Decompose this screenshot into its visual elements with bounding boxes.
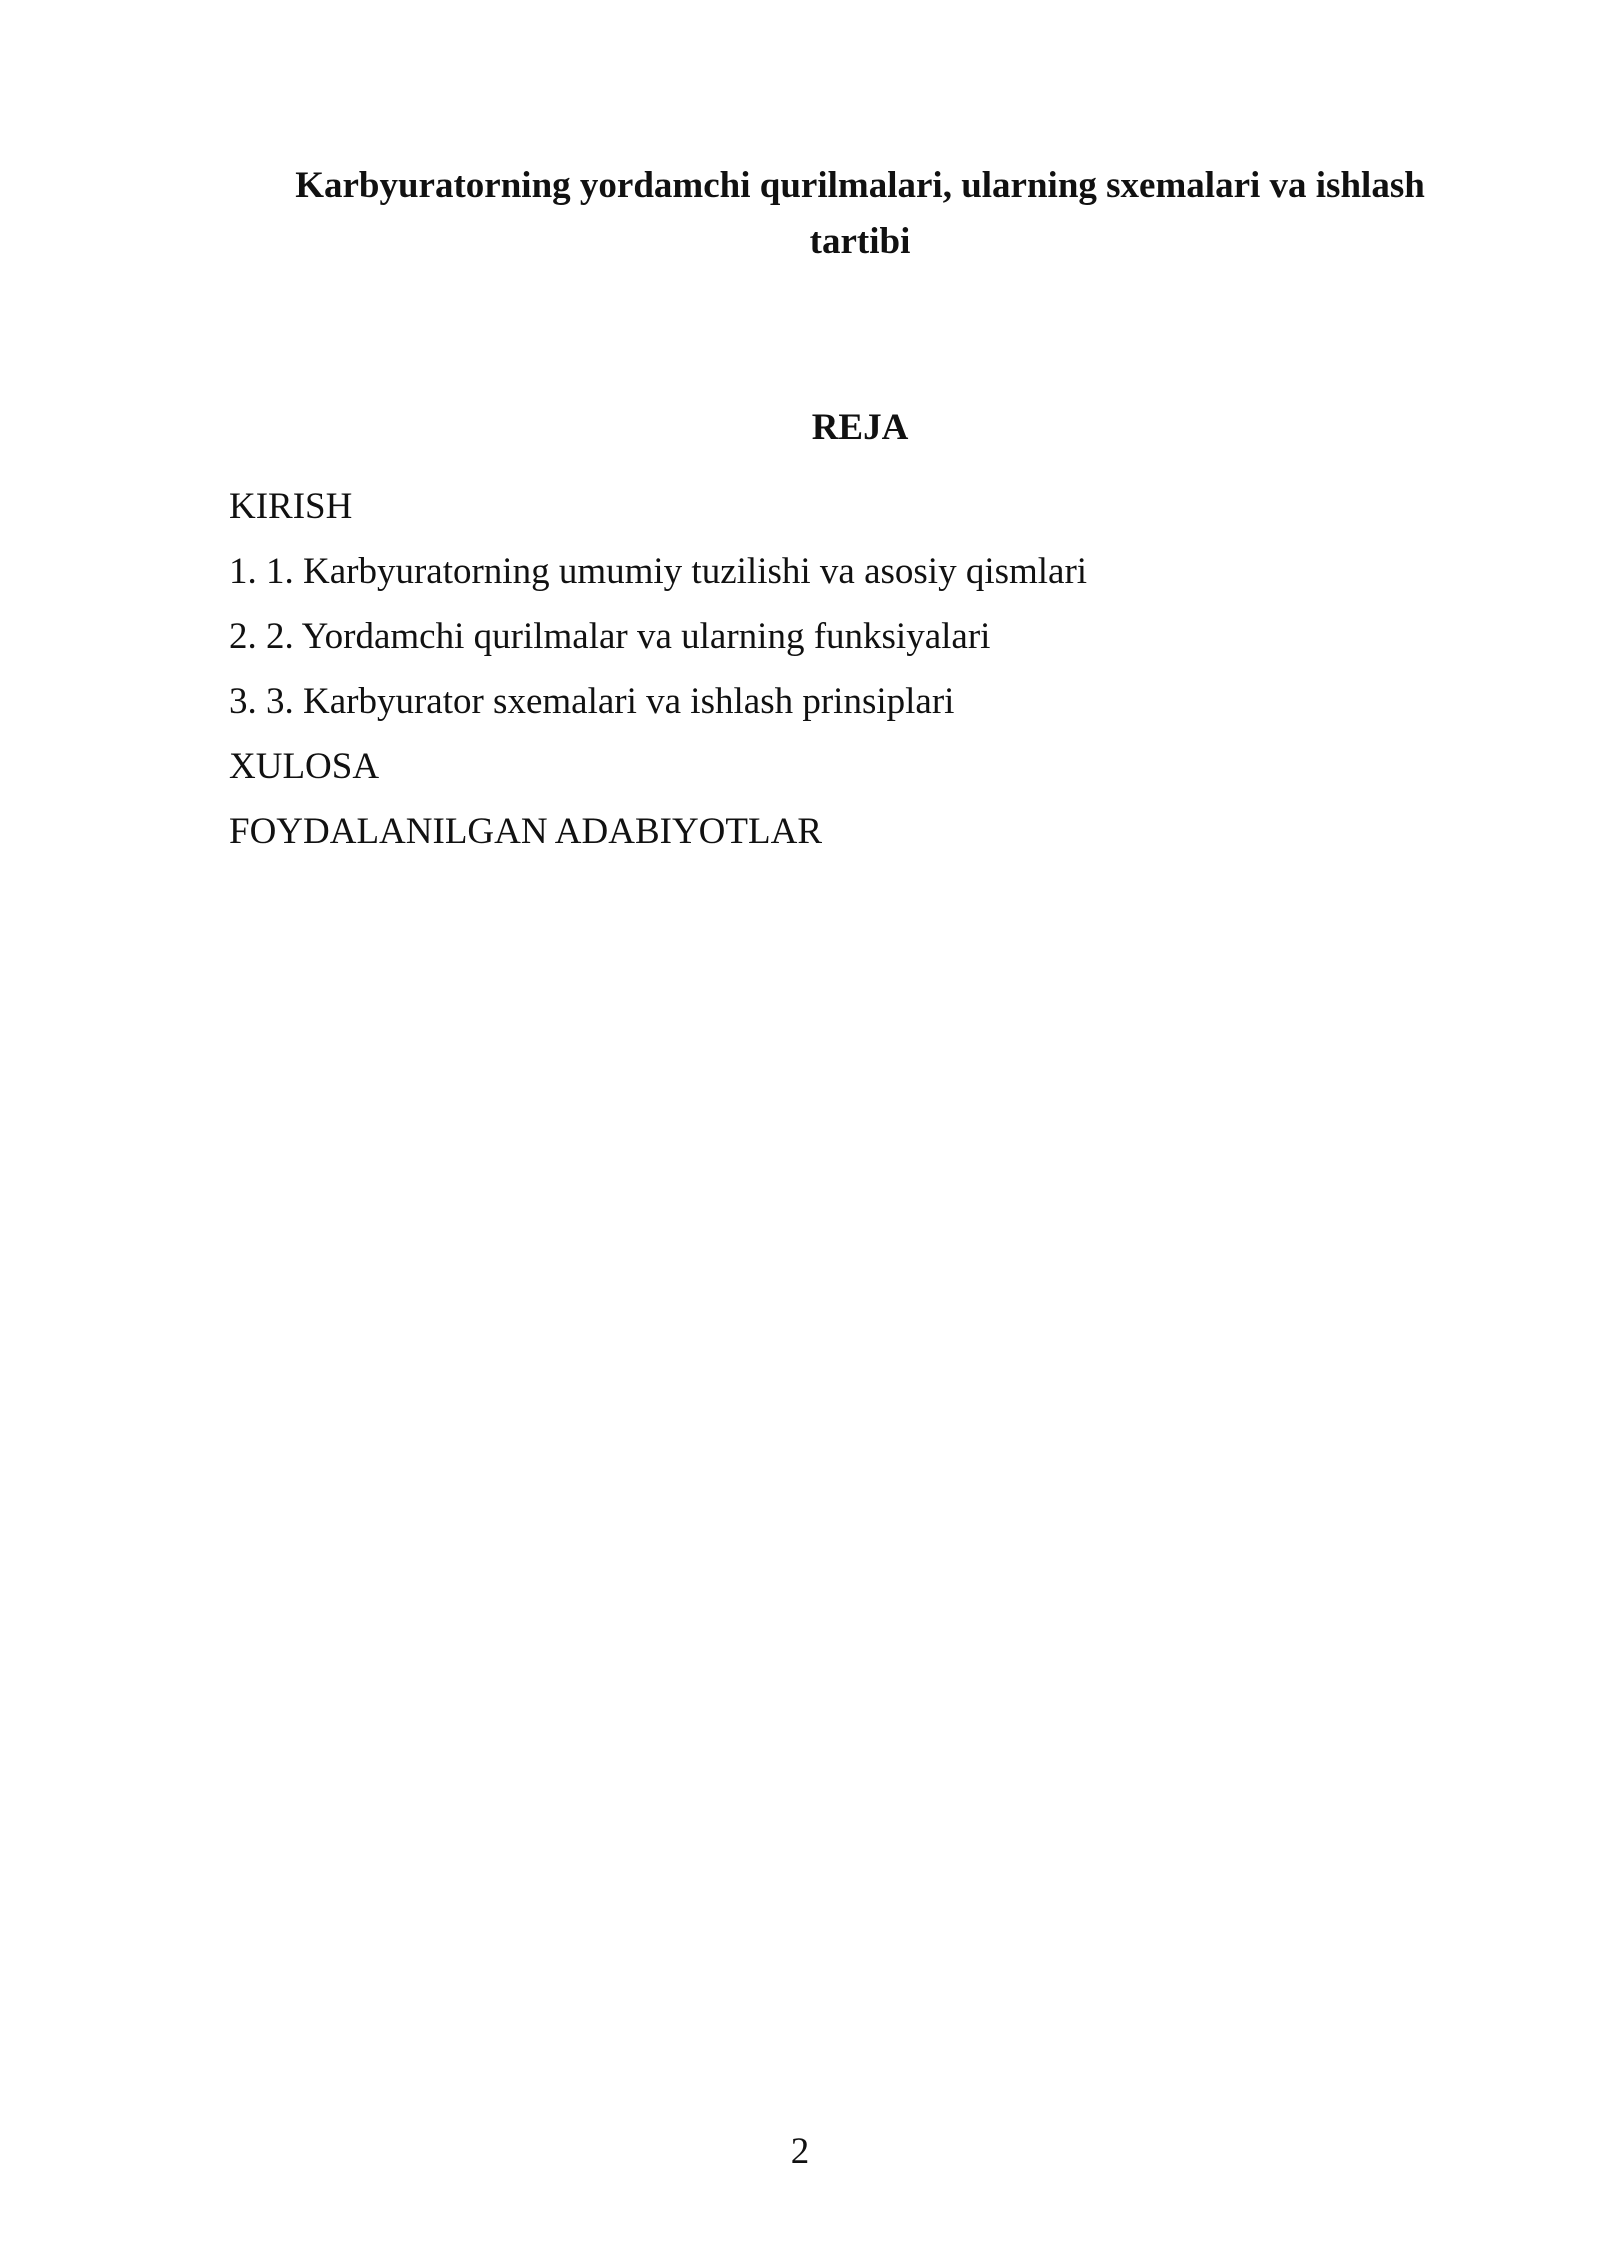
document-title-line-2: tartibi [809, 221, 911, 262]
plan-heading: REJA [811, 407, 909, 448]
plan-item-1: 1. 1. Karbyuratorning umumiy tuzilishi va asosiy qismlari [229, 551, 1088, 592]
plan-item-intro: KIRISH [229, 486, 353, 527]
plan-item-references: FOYDALANILGAN ADABIYOTLAR [229, 811, 822, 852]
document-title-line-1: Karbyuratorning yordamchi qurilmalari, ularning sxemalari va ishlash [295, 165, 1425, 206]
plan-item-2: 2. 2. Yordamchi qurilmalar va ularning funksiyalari [229, 616, 991, 657]
page-number: 2 [790, 2131, 810, 2172]
plan-item-conclusion: XULOSA [229, 746, 380, 787]
plan-item-3: 3. 3. Karbyurator sxemalari va ishlash prinsiplari [229, 681, 955, 722]
plan-list [229, 474, 1479, 864]
document-title [240, 158, 1480, 270]
